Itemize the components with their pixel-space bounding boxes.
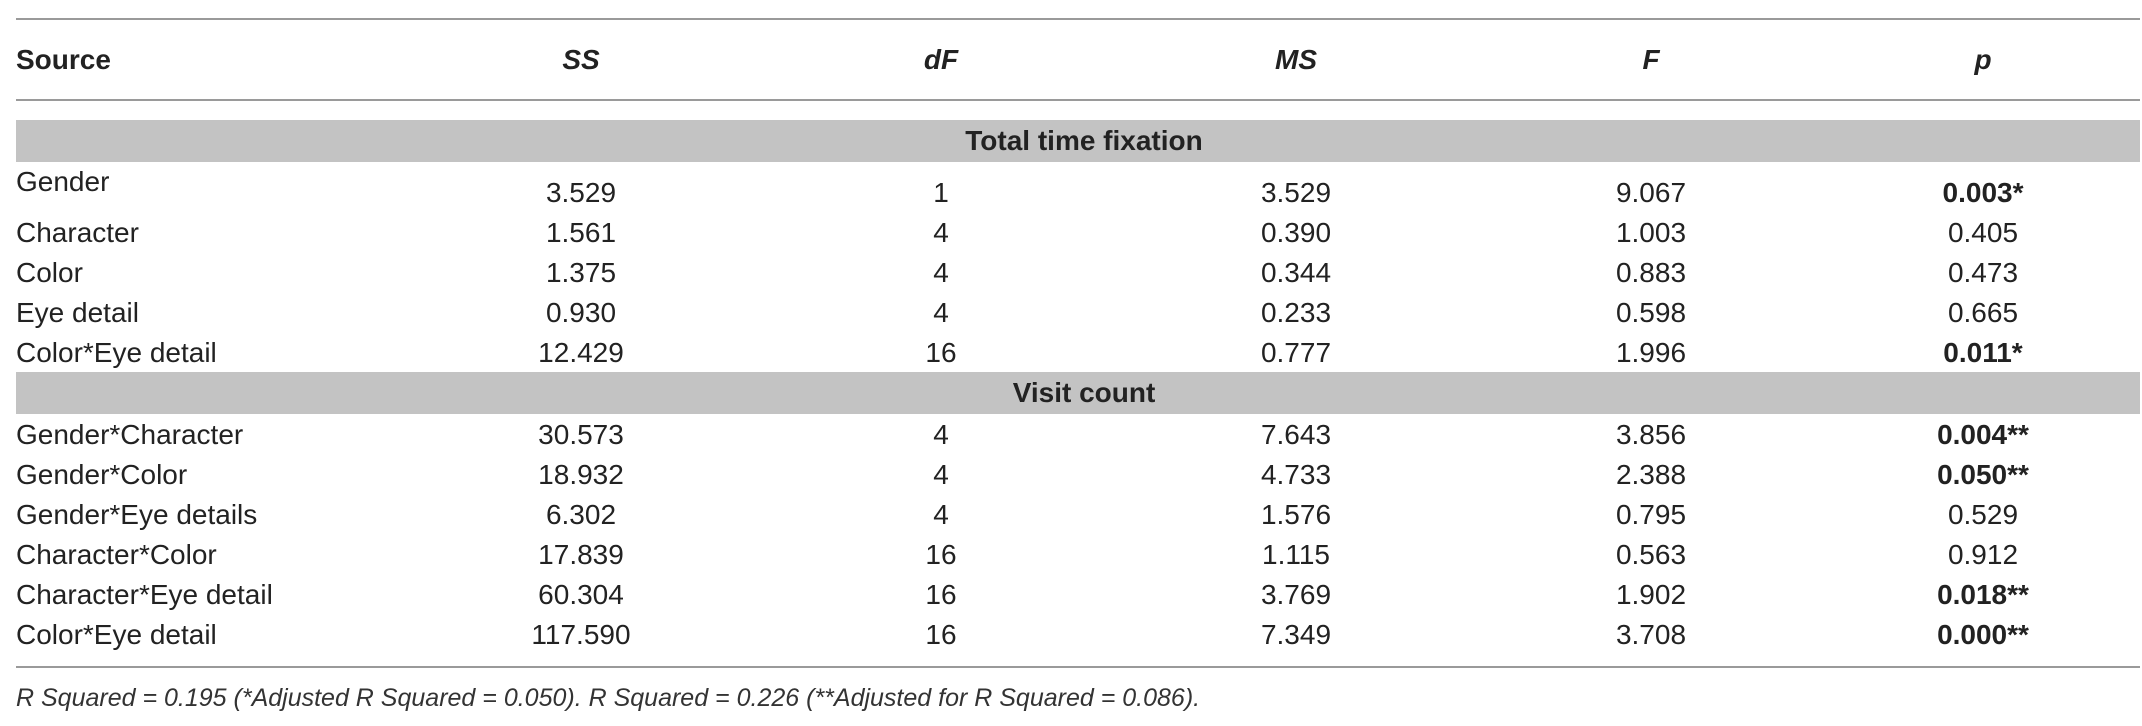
cell-df: 4 <box>933 297 949 328</box>
cell-ms: 7.643 <box>1260 419 1332 450</box>
cell-ms: 1.576 <box>1260 499 1332 530</box>
cell-ss: 18.932 <box>538 459 624 490</box>
cell-source: Gender*Eye details <box>16 499 258 530</box>
cell-p: 0.473 <box>1947 257 2019 288</box>
cell-f: 1.003 <box>1615 217 1687 248</box>
cell-df: 4 <box>933 217 949 248</box>
table-row <box>16 494 2140 534</box>
cell-ss: 1.561 <box>545 217 617 248</box>
cell-ms: 4.733 <box>1260 459 1332 490</box>
table-row <box>16 212 2140 252</box>
cell-df: 16 <box>925 619 957 650</box>
cell-ss: 3.529 <box>545 177 617 208</box>
table-row <box>16 534 2140 574</box>
cell-f: 1.996 <box>1615 337 1687 368</box>
table-row <box>16 614 2140 654</box>
cell-ms: 0.777 <box>1260 337 1332 368</box>
cell-ss: 117.590 <box>531 619 631 650</box>
cell-source: Gender <box>16 166 110 197</box>
header-p: p <box>1826 20 2140 100</box>
table-footnote: R Squared = 0.195 (*Adjusted R Squared = 0.050). R Squared = 0.226 (**Adjusted for R Squared = 0.086). <box>16 684 1201 712</box>
table-header <box>16 20 2140 100</box>
table-row <box>16 414 2140 454</box>
section-title: Visit count <box>16 372 2140 414</box>
cell-f: 3.708 <box>1615 619 1687 650</box>
table-row <box>16 332 2140 372</box>
cell-df: 4 <box>933 459 949 490</box>
cell-f: 1.902 <box>1615 579 1687 610</box>
cell-df: 4 <box>933 257 949 288</box>
cell-ss: 12.429 <box>538 337 624 368</box>
cell-p: 0.529 <box>1947 499 2019 530</box>
cell-ms: 0.233 <box>1260 297 1332 328</box>
cell-source: Color*Eye detail <box>16 337 217 368</box>
cell-source: Character*Eye detail <box>16 579 273 610</box>
section-row-visit-count <box>16 372 2140 414</box>
cell-ms: 0.390 <box>1260 217 1332 248</box>
header-f: F <box>1476 20 1826 100</box>
cell-f: 3.856 <box>1615 419 1687 450</box>
cell-ms: 0.344 <box>1260 257 1332 288</box>
anova-table <box>16 20 2140 654</box>
cell-ss: 0.930 <box>545 297 617 328</box>
top-rule <box>16 0 2140 20</box>
cell-f: 0.883 <box>1615 257 1687 288</box>
cell-p: 0.018** <box>1937 579 2029 610</box>
cell-p: 0.912 <box>1947 539 2019 570</box>
cell-source: Character <box>16 217 139 248</box>
header-df: dF <box>766 20 1116 100</box>
cell-f: 2.388 <box>1615 459 1687 490</box>
cell-f: 9.067 <box>1615 177 1687 208</box>
cell-p: 0.050** <box>1937 459 2029 490</box>
table-row <box>16 252 2140 292</box>
cell-ss: 30.573 <box>538 419 624 450</box>
cell-p: 0.004** <box>1937 419 2029 450</box>
cell-ms: 3.769 <box>1260 579 1332 610</box>
cell-p: 0.000** <box>1937 619 2029 650</box>
table-row <box>16 292 2140 332</box>
header-ss: SS <box>396 20 766 100</box>
cell-ss: 60.304 <box>538 579 624 610</box>
cell-df: 16 <box>925 539 957 570</box>
cell-p: 0.405 <box>1947 217 2019 248</box>
cell-df: 16 <box>925 579 957 610</box>
cell-f: 0.563 <box>1615 539 1687 570</box>
cell-df: 16 <box>925 337 957 368</box>
cell-ms: 1.115 <box>1262 539 1330 570</box>
cell-source: Gender*Character <box>16 419 244 450</box>
cell-source: Color*Eye detail <box>16 619 217 650</box>
header-ms: MS <box>1116 20 1476 100</box>
cell-df: 4 <box>933 499 949 530</box>
bottom-rule <box>16 666 2140 668</box>
header-source: Source <box>16 20 396 100</box>
table-row <box>16 454 2140 494</box>
section-row-total-time-fixation <box>16 120 2140 162</box>
cell-f: 0.598 <box>1615 297 1687 328</box>
table-row <box>16 162 2140 212</box>
cell-ms: 7.349 <box>1260 619 1332 650</box>
cell-df: 1 <box>933 177 949 208</box>
cell-p: 0.003* <box>1942 177 2024 208</box>
cell-ms: 3.529 <box>1260 177 1332 208</box>
table-row <box>16 574 2140 614</box>
cell-source: Color <box>16 257 83 288</box>
cell-source: Character*Color <box>16 539 217 570</box>
cell-ss: 17.839 <box>538 539 624 570</box>
cell-ss: 6.302 <box>545 499 617 530</box>
cell-f: 0.795 <box>1615 499 1687 530</box>
cell-source: Gender*Color <box>16 459 188 490</box>
section-title: Total time fixation <box>16 120 2140 162</box>
cell-p: 0.665 <box>1947 297 2019 328</box>
anova-table-container <box>16 0 2140 713</box>
cell-source: Eye detail <box>16 297 139 328</box>
cell-p: 0.011* <box>1943 337 2023 368</box>
cell-ss: 1.375 <box>545 257 617 288</box>
cell-df: 4 <box>933 419 949 450</box>
table-body <box>16 100 2140 654</box>
